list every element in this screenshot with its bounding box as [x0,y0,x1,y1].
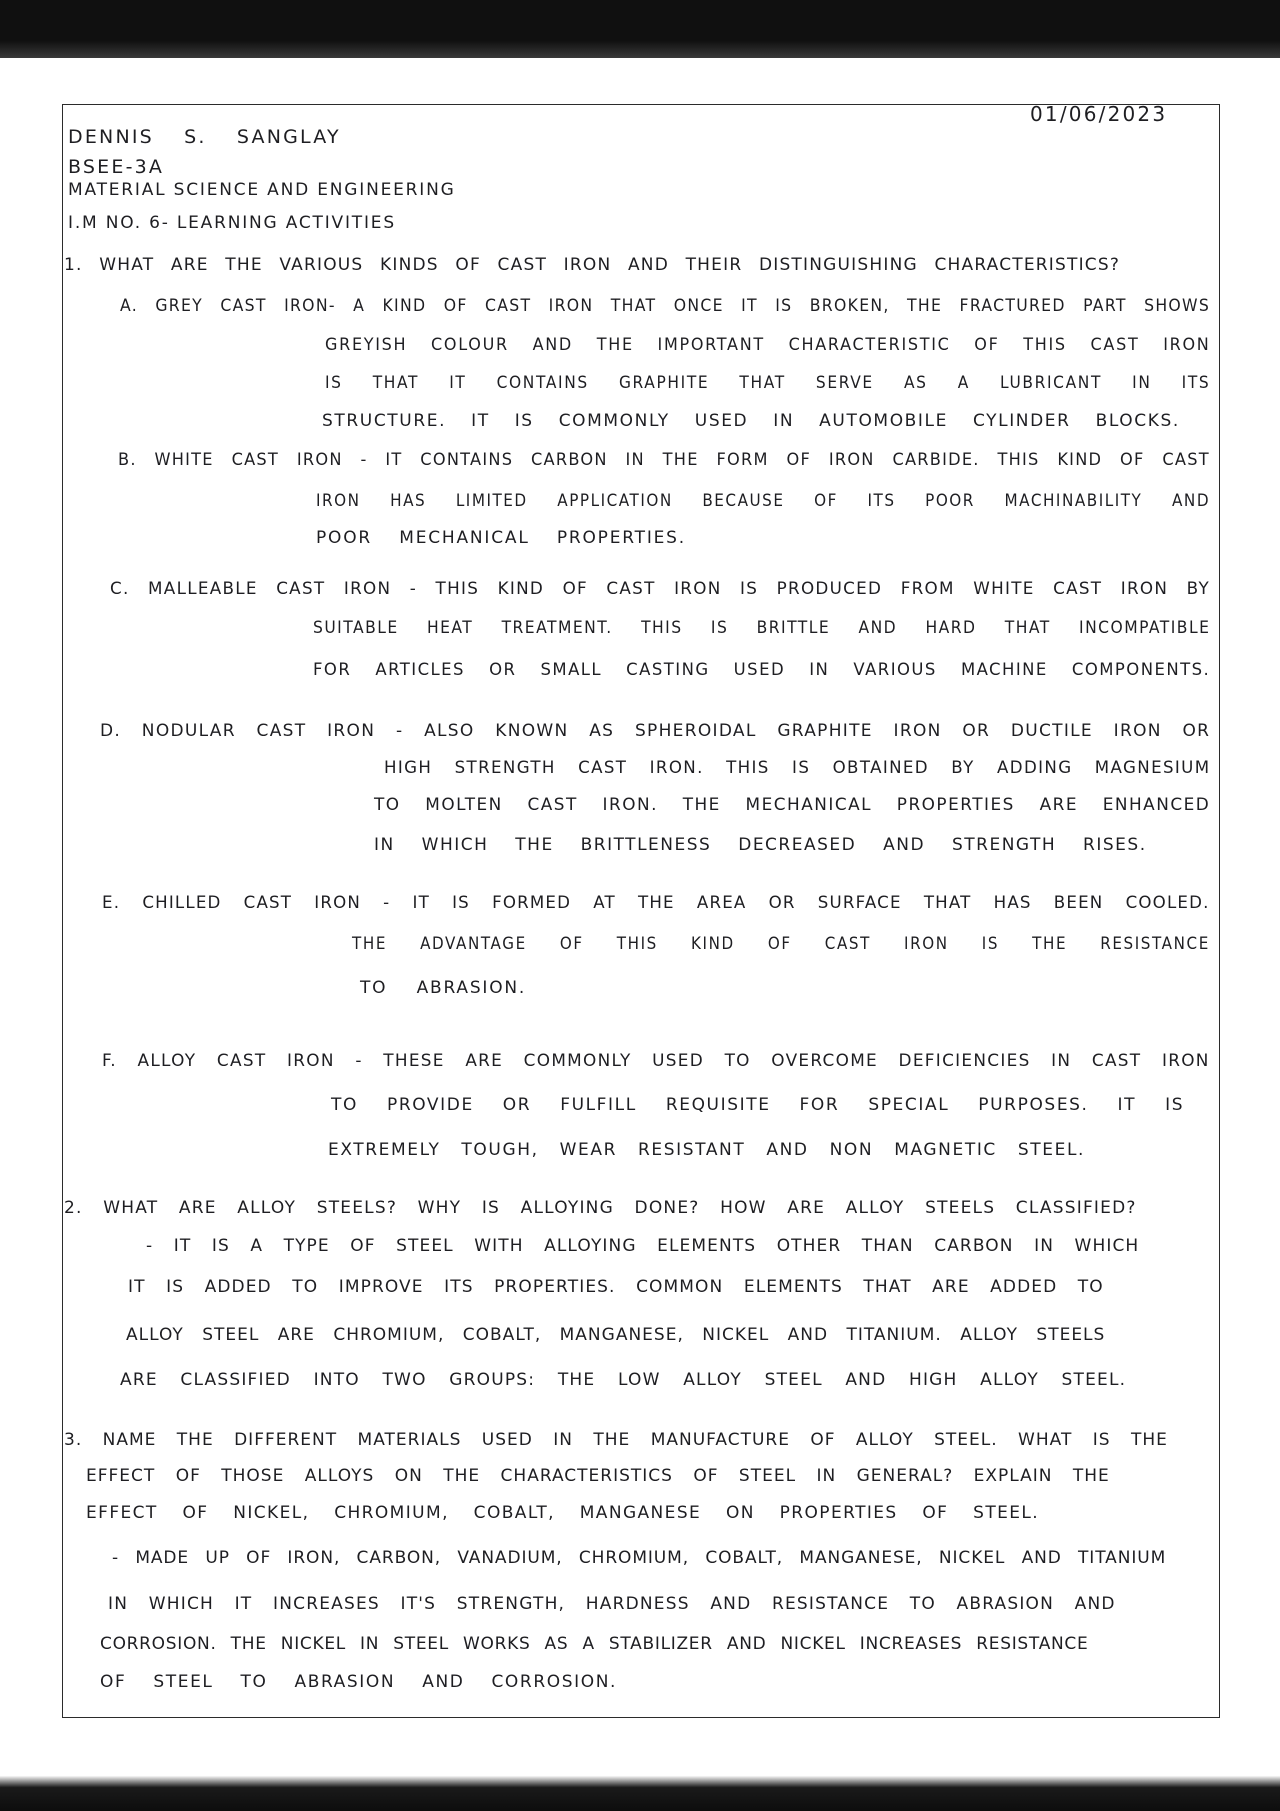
answer-line: GREYISH COLOUR AND THE IMPORTANT CHARACTERISTIC OF THIS CAST IRON [325,335,1211,355]
answer-line: STRUCTURE. IT IS COMMONLY USED IN AUTOMOBILE CYLINDER BLOCKS. [322,411,1180,431]
scan-border-bottom [0,1752,1280,1811]
answer-line: FOR ARTICLES OR SMALL CASTING USED IN VARIOUS MACHINE COMPONENTS. [313,660,1211,680]
answer-line: IN WHICH THE BRITTLENESS DECREASED AND STRENGTH RISES. [374,835,1147,855]
answer-line: A. GREY CAST IRON- A KIND OF CAST IRON THAT ONCE IT IS BROKEN, THE FRACTURED PART SHOWS [120,296,1211,316]
module-title: I.M NO. 6- LEARNING ACTIVITIES [68,213,396,233]
answer-line: F. ALLOY CAST IRON - THESE ARE COMMONLY USED TO OVERCOME DEFICIENCIES IN CAST IRON [102,1051,1210,1071]
answer-line: POOR MECHANICAL PROPERTIES. [316,528,686,548]
answer-line: - MADE UP OF IRON, CARBON, VANADIUM, CHROMIUM, COBALT, MANGANESE, NICKEL AND TITANIUM [112,1548,1167,1568]
answer-line: THE ADVANTAGE OF THIS KIND OF CAST IRON IS THE RESISTANCE [352,934,1210,954]
answer-line: E. CHILLED CAST IRON - IT IS FORMED AT THE AREA OR SURFACE THAT HAS BEEN COOLED. [102,893,1210,913]
answer-line: D. NODULAR CAST IRON - ALSO KNOWN AS SPHEROIDAL GRAPHITE IRON OR DUCTILE IRON OR [100,721,1211,741]
answer-line: SUITABLE HEAT TREATMENT. THIS IS BRITTLE AND HARD THAT INCOMPATIBLE [313,618,1211,638]
question-3-cont: EFFECT OF NICKEL, CHROMIUM, COBALT, MANGANESE ON PROPERTIES OF STEEL. [86,1503,1040,1523]
date: 01/06/2023 [1030,102,1168,126]
question-3-cont: EFFECT OF THOSE ALLOYS ON THE CHARACTERISTICS OF STEEL IN GENERAL? EXPLAIN THE [86,1466,1110,1486]
answer-line: - IT IS A TYPE OF STEEL WITH ALLOYING ELEMENTS OTHER THAN CARBON IN WHICH [146,1236,1140,1256]
student-name: DENNIS S. SANGLAY [68,126,341,148]
answer-line: B. WHITE CAST IRON - IT CONTAINS CARBON IN THE FORM OF IRON CARBIDE. THIS KIND OF CAST [118,450,1210,470]
section: BSEE-3A [68,156,165,178]
question-3: 3. NAME THE DIFFERENT MATERIALS USED IN THE MANUFACTURE OF ALLOY STEEL. WHAT IS THE [64,1430,1168,1450]
answer-line: IT IS ADDED TO IMPROVE ITS PROPERTIES. COMMON ELEMENTS THAT ARE ADDED TO [128,1277,1104,1297]
scan-border-top [0,0,1280,58]
answer-line: CORROSION. THE NICKEL IN STEEL WORKS AS A STABILIZER AND NICKEL INCREASES RESISTANCE [100,1634,1089,1654]
subject: MATERIAL SCIENCE AND ENGINEERING [68,180,456,200]
answer-line: IRON HAS LIMITED APPLICATION BECAUSE OF ITS POOR MACHINABILITY AND [316,491,1211,511]
answer-line: TO ABRASION. [360,978,527,998]
answer-line: ARE CLASSIFIED INTO TWO GROUPS: THE LOW ALLOY STEEL AND HIGH ALLOY STEEL. [120,1370,1127,1390]
answer-line: ALLOY STEEL ARE CHROMIUM, COBALT, MANGANESE, NICKEL AND TITANIUM. ALLOY STEELS [126,1325,1106,1345]
answer-line: C. MALLEABLE CAST IRON - THIS KIND OF CAST IRON IS PRODUCED FROM WHITE CAST IRON BY [110,579,1211,599]
question-2: 2. WHAT ARE ALLOY STEELS? WHY IS ALLOYING DONE? HOW ARE ALLOY STEELS CLASSIFIED? [64,1198,1137,1218]
question-1: 1. WHAT ARE THE VARIOUS KINDS OF CAST IRON AND THEIR DISTINGUISHING CHARACTERISTICS? [64,255,1121,275]
answer-line: IS THAT IT CONTAINS GRAPHITE THAT SERVE AS A LUBRICANT IN ITS [325,373,1211,393]
answer-line: HIGH STRENGTH CAST IRON. THIS IS OBTAINED BY ADDING MAGNESIUM [384,758,1211,778]
answer-line: TO MOLTEN CAST IRON. THE MECHANICAL PROPERTIES ARE ENHANCED [374,795,1211,815]
answer-line: TO PROVIDE OR FULFILL REQUISITE FOR SPECIAL PURPOSES. IT IS [331,1095,1185,1115]
answer-line: EXTREMELY TOUGH, WEAR RESISTANT AND NON MAGNETIC STEEL. [328,1140,1086,1160]
answer-line: OF STEEL TO ABRASION AND CORROSION. [100,1672,618,1692]
answer-line: IN WHICH IT INCREASES IT'S STRENGTH, HARDNESS AND RESISTANCE TO ABRASION AND [108,1594,1116,1614]
